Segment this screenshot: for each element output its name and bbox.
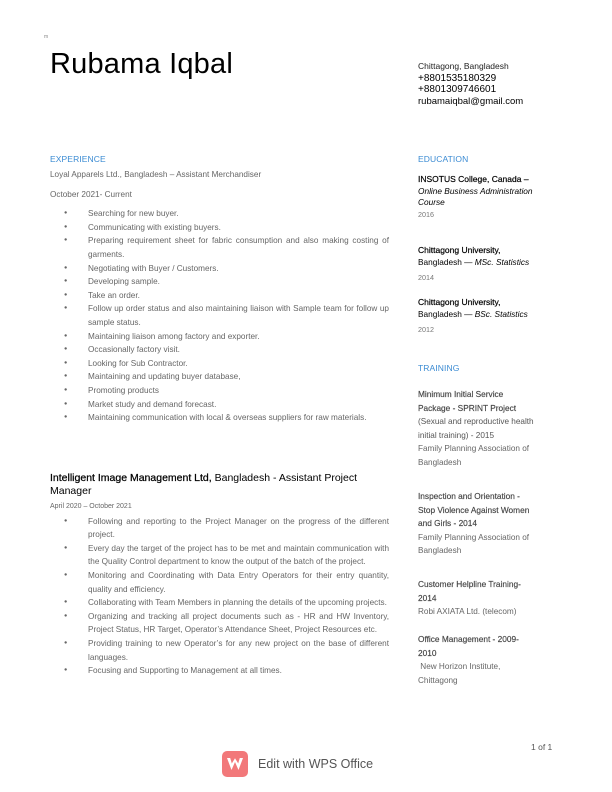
- list-item: ● Follow up order status and also maintaining liaison with Sample team for follow up sample status.: [50, 302, 389, 329]
- training-title: Inspection and Orientation -: [418, 491, 520, 501]
- page-indicator: 1 of 1: [531, 742, 553, 752]
- training-title: Office Management - 2009-: [418, 634, 519, 644]
- training-title: 2010: [418, 647, 437, 658]
- list-item: ● Looking for Sub Contractor.: [50, 357, 389, 371]
- job-1-bullets: [50, 207, 389, 425]
- list-item: ● Collaborating with Team Members in planning the details of the upcoming projects.: [50, 596, 389, 610]
- education-degree: BSc. Statistics: [474, 308, 528, 319]
- education-item: [418, 245, 558, 284]
- list-item: ● Searching for new buyer.: [50, 207, 389, 221]
- list-item: ● Promoting products: [50, 384, 389, 398]
- education-year: 2014: [418, 273, 434, 282]
- list-item: ● Preparing requirement sheet for fabric consumption and also making costing of garments.: [50, 234, 389, 261]
- list-item: ● Maintaining communication with local & overseas suppliers for raw materials.: [50, 411, 389, 425]
- list-item: ● Following and reporting to the Project Manager on the progress of the different project.: [50, 515, 389, 542]
- job-1: [50, 168, 389, 425]
- list-item: ● Maintaining and updating buyer database,: [50, 370, 389, 384]
- contact-phone-1: +8801535180329: [418, 72, 497, 84]
- wps-label: Edit with WPS Office: [258, 757, 374, 771]
- list-item: ● Communicating with existing buyers.: [50, 221, 389, 235]
- list-item: ● Take an order.: [50, 289, 389, 303]
- page-marker: m: [44, 34, 49, 40]
- training-organization: Family Planning Association of: [418, 532, 530, 542]
- education-year: 2016: [418, 209, 434, 219]
- training-organization: Robi AXIATA Ltd. (telecom): [418, 607, 517, 617]
- training-organization: Chittagong: [418, 675, 458, 685]
- job-1-dates: October 2021- Current: [50, 189, 132, 199]
- job-2: [50, 472, 389, 678]
- list-item: ● Developing sample.: [50, 275, 389, 289]
- candidate-name: Rubama Iqbal: [50, 48, 233, 80]
- education-degree: MSc. Statistics: [474, 256, 530, 267]
- list-item: ● Negotiating with Buyer / Customers.: [50, 262, 389, 276]
- education-location: Bangladesh —: [418, 256, 475, 267]
- training-heading: TRAINING: [418, 363, 460, 373]
- training-title: Customer Helpline Training-: [418, 579, 521, 589]
- education-location: Bangladesh —: [418, 308, 475, 319]
- wps-logo-icon: [222, 751, 248, 777]
- training-detail: (Sexual and reproductive health: [418, 417, 534, 427]
- contact-email: rubamaiqbal@gmail.com: [418, 95, 524, 107]
- list-item: ● Market study and demand forecast.: [50, 398, 389, 412]
- training-detail: initial training) - 2015: [418, 430, 495, 440]
- list-item: ● Providing training to new Operator’s for any new project on the base of different languages.: [50, 637, 389, 664]
- training-organization: New Horizon Institute,: [418, 662, 501, 672]
- job-2-company: Intelligent Image Management Ltd,: [50, 472, 212, 484]
- list-item: ● Occasionally factory visit.: [50, 343, 389, 357]
- training-title: 2014: [418, 592, 437, 603]
- list-item: ● Organizing and tracking all project documents such as - HR and HW Inventory, Project Status, HR Target, Operator’s Attendance Sheet, Project Resources etc.: [50, 610, 389, 637]
- list-item: ● Focusing and Supporting to Management at all times.: [50, 664, 389, 678]
- training-item: [418, 490, 558, 558]
- education-item: [418, 174, 558, 220]
- training-title: and Girls - 2014: [418, 518, 478, 529]
- list-item: ● Every day the target of the project has to be met and maintain communication with the Quality Control department to know the output of the batch of the project.: [50, 542, 389, 569]
- education-degree: Online Business Administration Course: [418, 185, 533, 207]
- job-2-title: [50, 472, 389, 497]
- training-title: Stop Violence Against Women: [418, 504, 530, 515]
- job-2-dates: April 2020 – October 2021: [50, 503, 132, 510]
- job-2-bullets: [50, 515, 389, 678]
- training-item: [418, 578, 558, 619]
- job-1-title: Loyal Apparels Ltd., Bangladesh – Assistant Merchandiser: [50, 170, 262, 179]
- job-2-role: Bangladesh - Assistant Project Manager: [50, 472, 358, 497]
- education-institution: Chittagong University,: [418, 297, 501, 307]
- contact-block: [418, 61, 523, 107]
- education-heading: EDUCATION: [418, 154, 469, 164]
- training-title: Minimum Initial Service: [418, 389, 504, 399]
- list-item: ● Monitoring and Coordinating with Data Entry Operators for their entry quantity, quality and efficiency.: [50, 569, 389, 596]
- training-organization: Bangladesh: [418, 546, 462, 556]
- education-item: [418, 297, 558, 336]
- experience-heading: EXPERIENCE: [50, 154, 106, 164]
- education-institution: Chittagong University,: [418, 245, 501, 255]
- training-organization: Family Planning Association of: [418, 444, 530, 454]
- training-item: [418, 633, 558, 687]
- contact-phone-2: +8801309746601: [418, 84, 497, 95]
- training-organization: Bangladesh: [418, 457, 462, 467]
- contact-location: Chittagong, Bangladesh: [418, 61, 509, 71]
- edit-with-wps-button[interactable]: [222, 751, 373, 777]
- training-item: [418, 388, 558, 470]
- education-year: 2012: [418, 325, 434, 334]
- training-title: Package - SPRINT Project: [418, 402, 517, 413]
- list-item: ● Maintaining liaison among factory and exporter.: [50, 330, 389, 344]
- education-institution: INSOTUS College, Canada –: [418, 174, 529, 184]
